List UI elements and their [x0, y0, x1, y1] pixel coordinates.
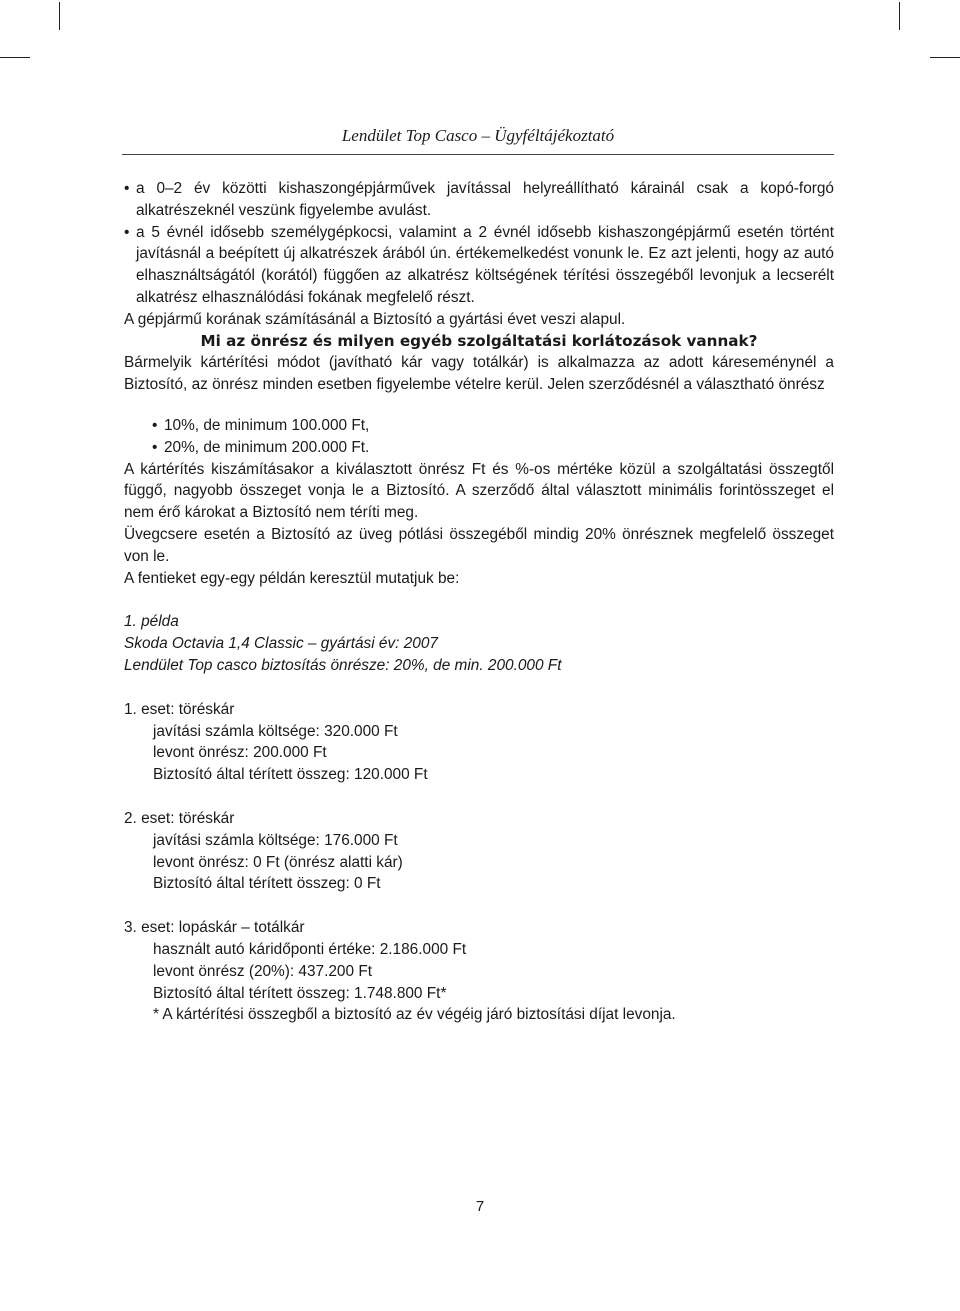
- case-line: Biztosító által térített összeg: 0 Ft: [153, 875, 381, 893]
- case-title: 2. eset: töréskár: [124, 809, 235, 827]
- case-block-3: [124, 917, 834, 1026]
- header-divider: [122, 154, 834, 155]
- example-policy: Lendület Top casco biztosítás önrésze: 20%, de min. 200.000 Ft: [124, 656, 562, 674]
- case-block-2: [124, 808, 834, 895]
- paragraph-deductible: Bármelyik kártérítési módot (javítható kár vagy totálkár) is alkalmazza az adott káreseménynél a Biztosító, az önrész minden esetben figyelembe vételre kerül. Jelen szerződésnél a választható önrész: [124, 354, 834, 394]
- case-line: Biztosító által térített összeg: 1.748.800 Ft*: [153, 984, 447, 1002]
- paragraph-glass: Üvegcsere esetén a Biztosító az üveg pótlási összegéből mindig 20% önrésznek megfelelő összeget von le.: [124, 525, 834, 565]
- list-item: • 10%, de minimum 100.000 Ft,: [152, 415, 834, 437]
- paragraph-vehicle-age: A gépjármű korának számításánál a Biztosító a gyártási évet veszi alapul.: [124, 310, 626, 328]
- example-title: 1. példa: [124, 613, 179, 631]
- case-line: levont önrész: 200.000 Ft: [153, 744, 327, 762]
- crop-mark: [59, 2, 60, 30]
- case-footnote: * A kártérítési összegből a biztosító az év végéig járó biztosítási díjat levonja.: [153, 1006, 676, 1024]
- bullet-list-depreciation: [124, 178, 834, 309]
- list-item: • 20%, de minimum 200.000 Ft.: [152, 437, 834, 459]
- case-block-1: [124, 699, 834, 786]
- page-header-title: Lendület Top Casco – Ügyféltájékoztató: [341, 126, 615, 145]
- crop-mark: [930, 57, 960, 58]
- crop-mark: [899, 2, 900, 30]
- case-line: javítási számla költsége: 176.000 Ft: [153, 831, 398, 849]
- list-item: • a 5 évnél idősebb személygépkocsi, valamint a 2 évnél idősebb kishaszongépjármű esetén történt javításnál a beépített új alkatrészek árából ún. értékemelkedést vonunk le. Ez azt jelenti, hogy az autó elhasználtságától (korától) függően az alkatrész költségének térítési összegéből levonjuk a lecserélt alkatrész elhasználódási fokának megfelelő részt.: [124, 222, 834, 309]
- case-title: 3. eset: lopáskár – totálkár: [124, 919, 305, 937]
- paragraph-examples-intro: A fentieket egy-egy példán keresztül mutatjuk be:: [124, 569, 460, 587]
- case-line: használt autó káridőponti értéke: 2.186.000 Ft: [153, 940, 467, 958]
- example-car: Skoda Octavia 1,4 Classic – gyártási év: 2007: [124, 635, 438, 653]
- case-line: levont önrész: 0 Ft (önrész alatti kár): [153, 853, 403, 871]
- bullet-list-deductible-options: [124, 415, 834, 459]
- document-body: [124, 178, 834, 1026]
- section-heading: Mi az önrész és milyen egyéb szolgáltatási korlátozások vannak?: [200, 331, 758, 350]
- case-line: javítási számla költsége: 320.000 Ft: [153, 722, 398, 740]
- case-line: Biztosító által térített összeg: 120.000 Ft: [153, 766, 428, 784]
- page-number: 7: [475, 1198, 485, 1215]
- case-title: 1. eset: töréskár: [124, 700, 235, 718]
- paragraph-calculation: A kártérítés kiszámításakor a kiválasztott önrész Ft és %-os mértéke közül a szolgáltatási összegtől függő, nagyobb összeget vonja le a Biztosító. A szerződő által választott minimális forintösszeget el nem érő károkat a Biztosító nem téríti meg.: [124, 460, 834, 522]
- crop-mark: [0, 57, 30, 58]
- list-item: • a 0–2 év közötti kishaszongépjárművek javítással helyreállítható kárainál csak a kopó-forgó alkatrészeknél veszünk figyelembe avulást.: [124, 178, 834, 222]
- example-block: [124, 611, 834, 676]
- case-line: levont önrész (20%): 437.200 Ft: [153, 962, 373, 980]
